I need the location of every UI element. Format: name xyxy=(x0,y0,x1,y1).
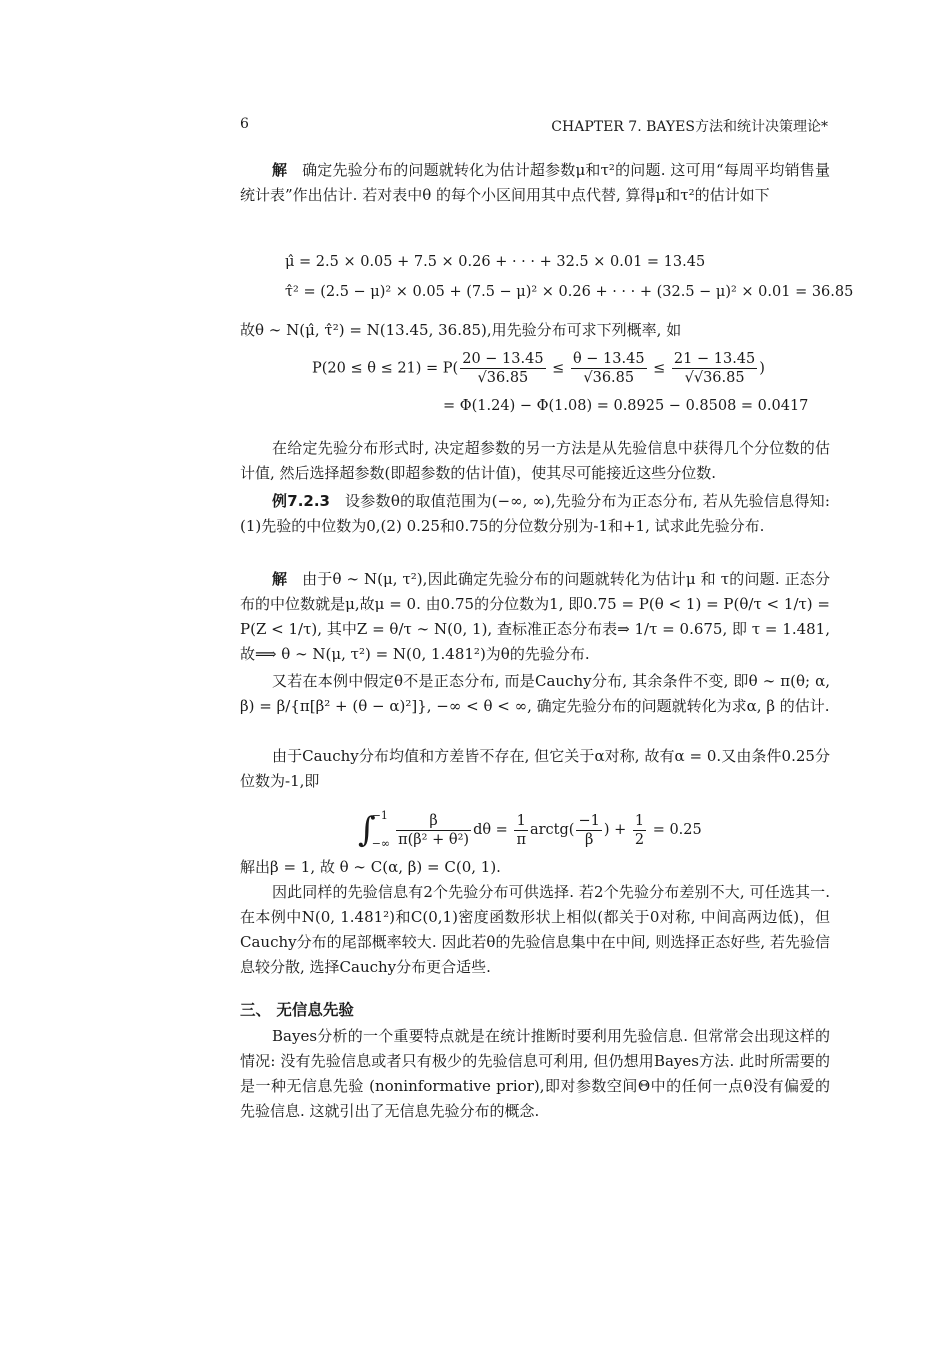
final-paragraph: Bayes分析的一个重要特点就是在统计推断时要利用先验信息. 但常常会出现这样的情况: 没有先验信息或者只有极少的先验信息可利用, 但仍想用Bayes方法. 此时所需要的是一种无信息先验 (noninformative prior),即对参数空间Θ中的任何一点θ没有偏爱的先验信息. 这就引出了无信息先验分布的概念. xyxy=(240,1027,830,1120)
fraction-denominator: √36.85 xyxy=(477,370,529,386)
solution-paragraph-2 xyxy=(240,567,830,667)
example-label: 例7.2.3 xyxy=(272,492,330,510)
fraction-numerator: 1 xyxy=(514,812,528,831)
fraction-denominator: π(β² + θ²) xyxy=(398,831,470,848)
solution-lead: 解 xyxy=(272,570,288,588)
text-distribution: 故θ ∼ N(μ̂, τ̂²) = N(13.45, 36.85),用先验分布可求下列概率, 如 xyxy=(240,321,682,339)
page-number: 6 xyxy=(240,116,249,132)
fraction-denominator: β xyxy=(584,831,594,848)
section-title: 三、 无信息先验 xyxy=(240,1001,354,1019)
leq-sign: ≤ xyxy=(653,360,666,377)
fraction-numerator: β xyxy=(396,812,471,831)
fraction xyxy=(633,812,646,849)
fraction-numerator: θ − 13.45 xyxy=(572,351,645,367)
fraction-denominator: √√36.85 xyxy=(684,370,745,386)
equation-tau-hat: τ̂² = (2.5 − μ)² × 0.05 + (7.5 − μ)² × 0.26 + · · · + (32.5 − μ)² × 0.01 = 36.85 xyxy=(285,284,854,300)
fraction-numerator: −1 xyxy=(578,812,600,829)
fraction xyxy=(672,350,757,387)
prob-close: ) xyxy=(759,360,765,377)
fraction xyxy=(460,350,545,387)
solution-paragraph-1 xyxy=(240,158,830,208)
prob-lhs: P(20 ≤ θ ≤ 21) = P( xyxy=(312,360,459,377)
arctg: arctg( xyxy=(529,822,575,838)
choose-paragraph: 因此同样的先验信息有2个先验分布可供选择. 若2个先验分布差别不大, 可任选其一. 在本例中N(0, 1.481²)和C(0,1)密度函数形状上相似(都关于0对称, 中间高两边低)，但Cauchy分布的尾部概率较大. 因此若θ的先验信息集中在中间, 则选择正态好些, 若先验信息较分散, 选择Cauchy分布更合适些. xyxy=(240,883,830,976)
integral-mid: dθ = xyxy=(473,822,513,838)
integral-result: = 0.25 xyxy=(652,822,702,838)
solution-lead: 解 xyxy=(272,161,288,179)
fraction-numerator: 21 − 13.45 xyxy=(673,351,756,367)
integral-upper: −1 xyxy=(371,809,388,822)
leq-sign: ≤ xyxy=(552,360,565,377)
fraction-numerator: 1 xyxy=(634,812,645,829)
integral-lower: −∞ xyxy=(371,837,391,850)
fraction xyxy=(571,350,647,387)
fraction-numerator: 20 − 13.45 xyxy=(462,351,544,367)
fraction xyxy=(396,812,471,849)
fraction-denominator: 2 xyxy=(634,831,645,848)
solve-line: 解出β = 1, 故 θ ∼ C(α, β) = C(0, 1). xyxy=(240,858,501,876)
equation-probability xyxy=(312,350,765,387)
method-paragraph: 在给定先验分布形式时, 决定超参数的另一方法是从先验信息中获得几个分位数的估计值, 然后选择超参数(即超参数的估计值)，使其尽可能接近这些分位数. xyxy=(240,439,830,482)
fraction-denominator: π xyxy=(516,831,526,848)
symmetry-paragraph: 由于Cauchy分布均值和方差皆不存在, 但它关于α对称, 故有α = 0.又由条件0.25分位数为-1,即 xyxy=(240,747,830,790)
integral-sign: ∫ xyxy=(358,810,376,850)
fraction-denominator: √36.85 xyxy=(583,370,635,386)
cauchy-paragraph: 又若在本例中假定θ不是正态分布, 而是Cauchy分布, 其余条件不变, 即θ ∼ π(θ; α, β) = β/{π[β² + (θ − α)²]}, −∞ < θ < ∞, 确定先验分布的问题就转化为求α, β 的估计. xyxy=(240,672,830,715)
integral-close: ) + xyxy=(603,822,631,838)
equation-mu-hat: μ̂ = 2.5 × 0.05 + 7.5 × 0.26 + · · · + 32.5 × 0.01 = 13.45 xyxy=(285,254,706,270)
example-paragraph xyxy=(240,489,830,539)
fraction xyxy=(576,812,601,849)
solution-text: 确定先验分布的问题就转化为估计超参数μ和τ²的问题. 这可用“每周平均销售量统计表”作出估计. 若对表中θ 的每个小区间用其中点代替, 算得μ和τ²的估计如下 xyxy=(240,161,830,204)
equation-integral xyxy=(358,802,702,858)
example-text: 设参数θ的取值范围为(−∞, ∞),先验分布为正态分布, 若从先验信息得知: (1)先验的中位数为0,(2) 0.25和0.75的分位数分别为-1和+1, 试求此先验分布. xyxy=(240,492,830,535)
solution-text: 由于θ ∼ N(μ, τ²),因此确定先验分布的问题就转化为估计μ 和 τ的问题. 正态分布的中位数就是μ,故μ = 0. 由0.75的分位数为1, 即0.75 = P(θ < 1) = P(θ/τ < 1/τ) = P(Z < 1/τ), 其中Z = θ/τ ∼ N(0, 1), 查标准正态分布表⇒ 1/τ = 0.675, 即 τ = 1.481,故⟹ θ ∼ N(μ, τ²) = N(0, 1.481²)为θ的先验分布. xyxy=(240,570,830,663)
running-header: CHAPTER 7. BAYES方法和统计决策理论* xyxy=(551,119,828,135)
integral-limits xyxy=(372,802,390,858)
fraction xyxy=(514,812,528,849)
equation-probability-result: = Φ(1.24) − Φ(1.08) = 0.8925 − 0.8508 = 0.0417 xyxy=(443,398,809,414)
